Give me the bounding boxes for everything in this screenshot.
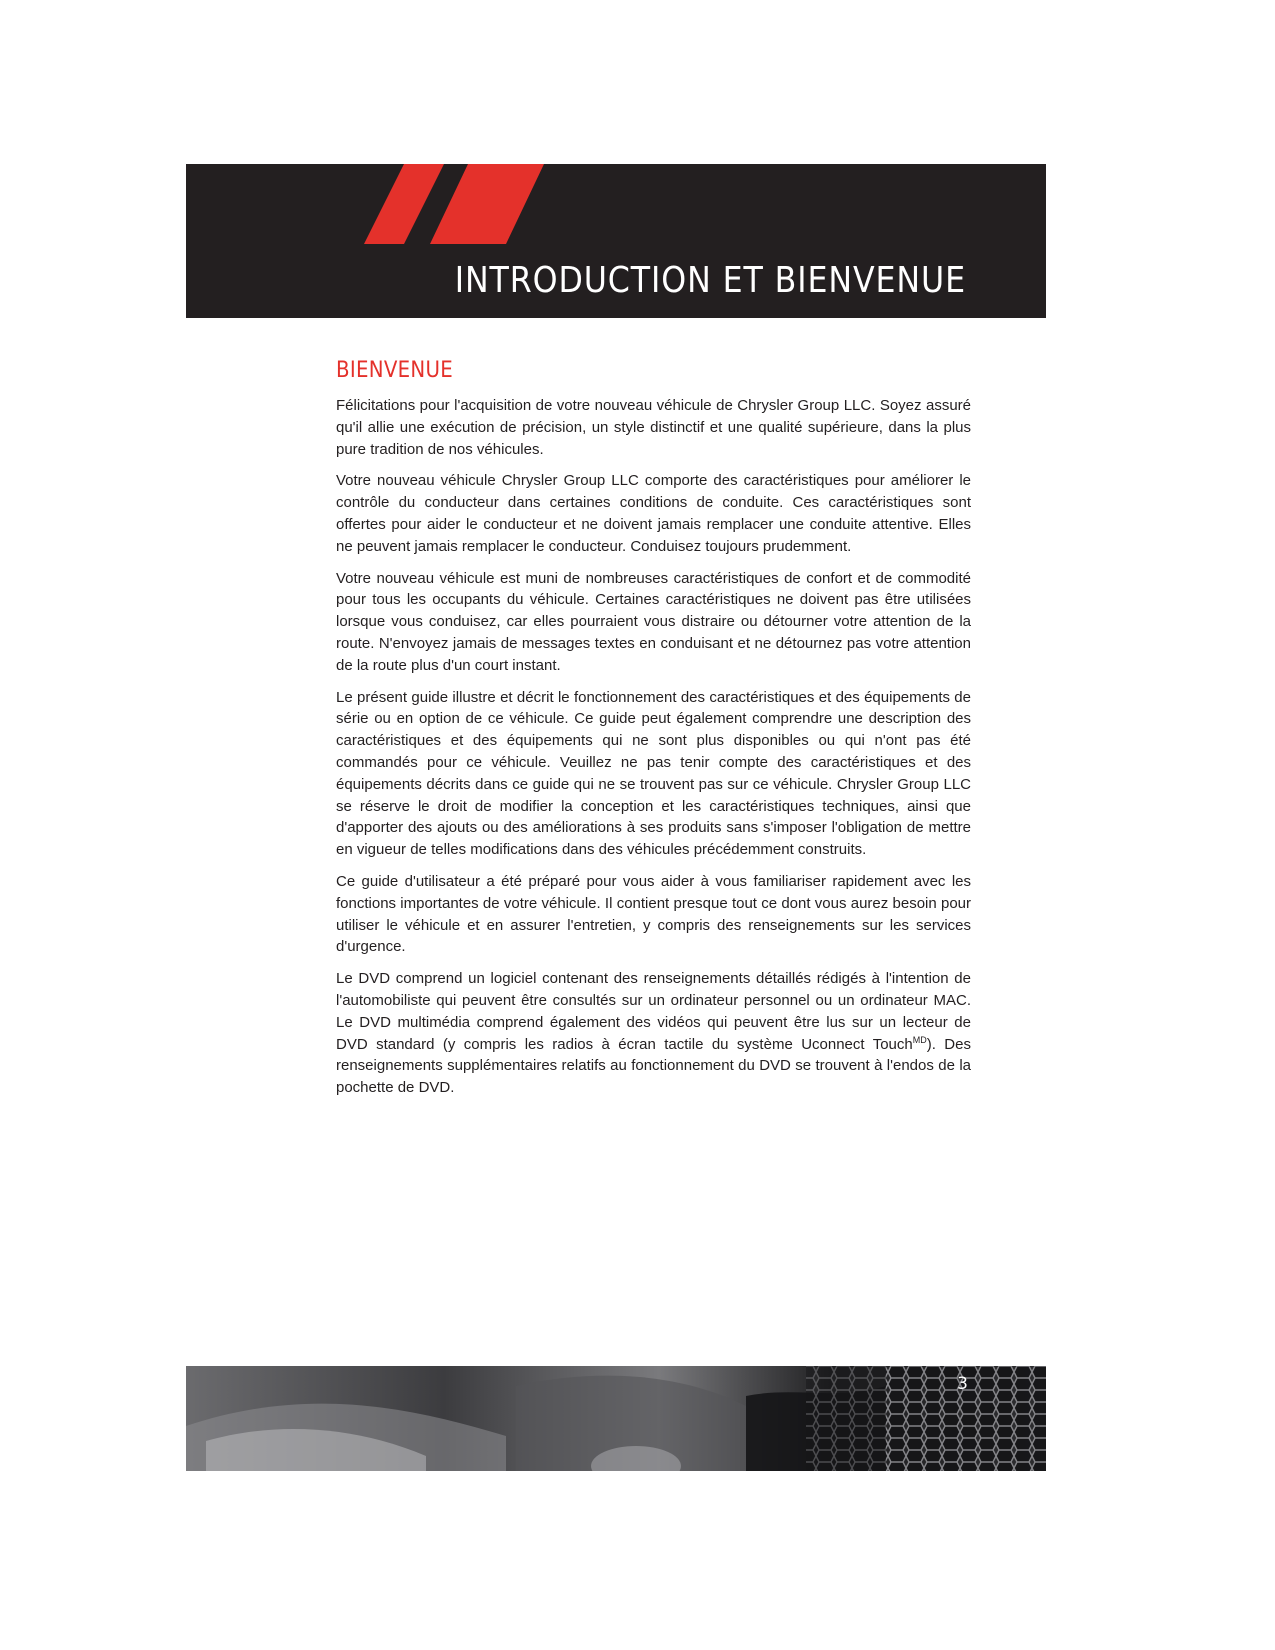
footer-vehicle-image: [186, 1366, 1046, 1471]
paragraph-6-text: Le DVD comprend un logiciel contenant des renseignements détaillés rédigés à l'intention de l'automobiliste qui peuvent être consultés sur un ordinateur personnel ou un ordinateur MAC. Le DVD multimédia comprend également des vidéos qui peuvent être lus sur un lecteur de DVD standard (y compris les radios à écran tactile du système Uconnect Touch: [336, 970, 971, 1053]
page-number: 3: [957, 1374, 968, 1394]
page-title: INTRODUCTION ET BIENVENUE: [454, 260, 966, 301]
paragraph-5: Ce guide d'utilisateur a été préparé pour vous aider à vous familiariser rapidement avec les fonctions importantes de votre véhicule. Il contient presque tout ce dont vous aurez besoin pour utiliser le véhicule et en assurer l'entretien, y compris des renseignements sur les services d'urgence.: [336, 872, 971, 956]
trademark-superscript: MD: [912, 1034, 927, 1045]
section-heading: BIENVENUE: [336, 358, 454, 383]
stripe-right: [430, 164, 544, 244]
paragraph-4: Le présent guide illustre et décrit le fonctionnement des caractéristiques et des équipements de série ou en option de ce véhicule. Ce guide peut également comprendre une description des caractéristiques et des équipements qui ne sont plus disponibles ou qui n'ont pas été commandés pour ce véhicule. Veuillez ne pas tenir compte des caractéristiques et des équipements décrits dans ce guide qui ne se trouvent pas sur ce véhicule. Chrysler Group LLC se réserve le droit de modifier la conception et les caractéristiques techniques, ainsi que d'apporter des ajouts ou des améliorations à ses produits sans s'imposer l'obligation de mettre en vigueur de telles modifications dans des véhicules précédemment construits.: [336, 688, 971, 859]
paragraph-1: Félicitations pour l'acquisition de votre nouveau véhicule de Chrysler Group LLC. Soyez assuré qu'il allie une exécution de précision, un style distinctif et une qualité supérieure, dans la plus pure tradition de nos véhicules.: [336, 397, 971, 458]
stripe-left: [364, 164, 444, 244]
main-content: [336, 358, 971, 1109]
paragraph-6-text-end: ). Des renseignements supplémentaires relatifs au fonctionnement du DVD se trouvent à l'endos de la pochette de DVD.: [336, 1035, 971, 1097]
header-banner: [186, 164, 1046, 318]
paragraph-6: [336, 968, 971, 1099]
paragraph-2: Votre nouveau véhicule Chrysler Group LLC comporte des caractéristiques pour améliorer le contrôle du conducteur dans certaines conditions de conduite. Ces caractéristiques sont offertes pour aider le conducteur et ne doivent jamais remplacer une conduite attentive. Elles ne peuvent jamais remplacer le conducteur. Conduisez toujours prudemment.: [336, 472, 971, 555]
footer-band: [186, 1366, 1046, 1471]
paragraph-3: Votre nouveau véhicule est muni de nombreuses caractéristiques de confort et de commodité pour tous les occupants du véhicule. Certaines caractéristiques ne doivent pas être utilisées lorsque vous conduisez, car elles pourraient vous distraire ou détourner votre attention de la route. N'envoyez jamais de messages textes en conduisant et ne détournez pas votre attention de la route plus d'un court instant.: [336, 569, 971, 674]
